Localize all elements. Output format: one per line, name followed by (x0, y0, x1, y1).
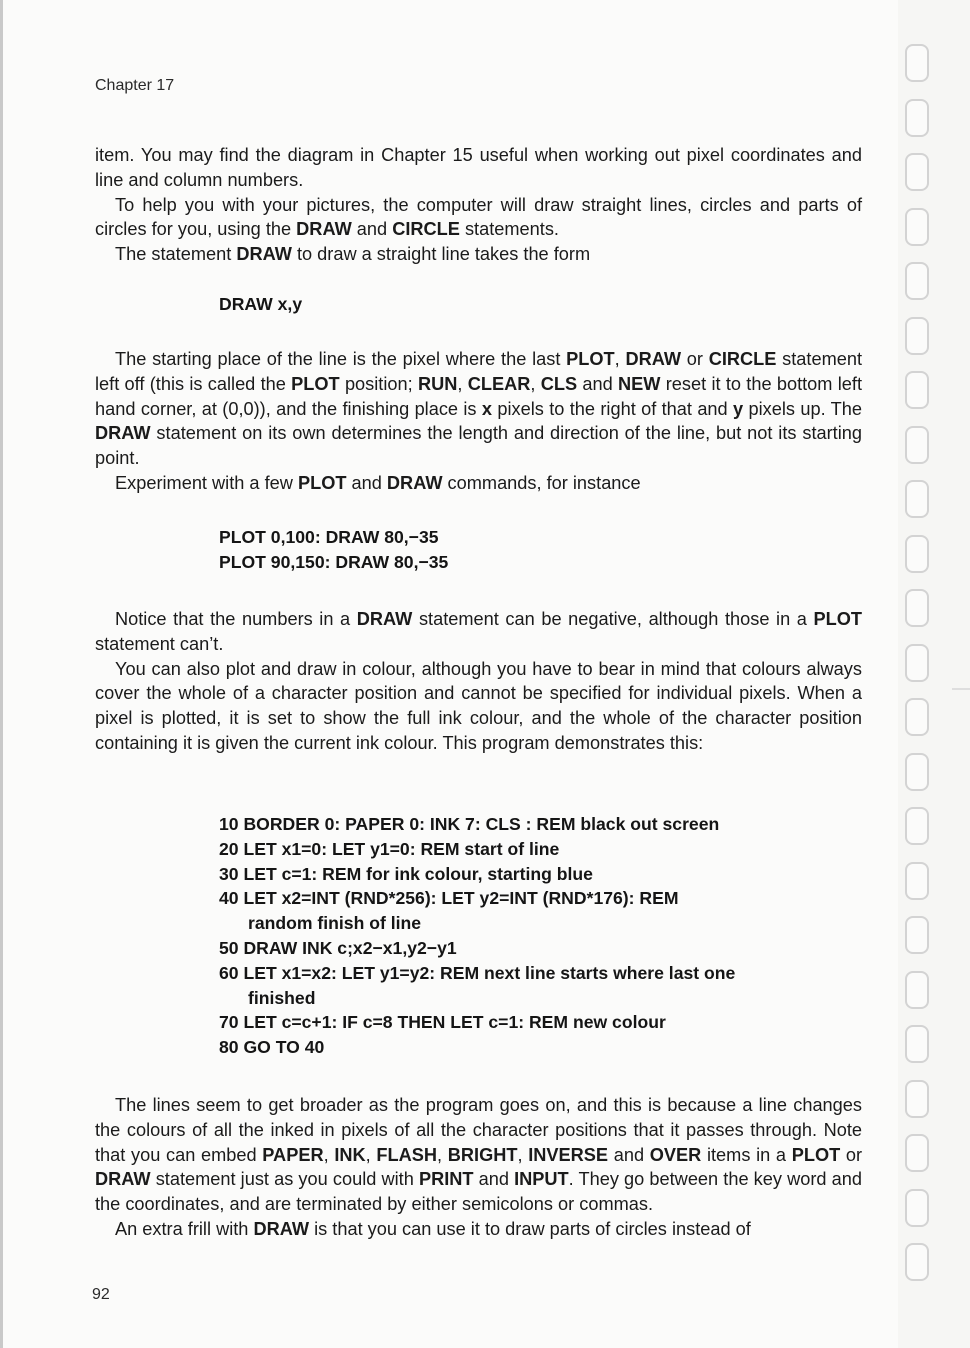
binding-hole (905, 753, 929, 791)
code-line: PLOT 90,150: DRAW 80,−35 (219, 551, 449, 572)
text-block-colour (95, 607, 862, 756)
program-line-60: 60 LET x1=x2: LET y1=y2: REM next line starts where last one (219, 962, 736, 983)
binding-hole (905, 99, 929, 137)
binding-hole (905, 862, 929, 900)
binding-hole (905, 1189, 929, 1227)
program-line-30: 30 LET c=1: REM for ink colour, starting blue (219, 863, 593, 884)
paragraph-negative: Notice that the numbers in a DRAW statement can be negative, although those in a PLOT statement can’t. (95, 609, 862, 654)
running-head: Chapter 17 (95, 77, 175, 94)
binding-hole (905, 1080, 929, 1118)
page-edge (0, 0, 3, 1348)
program-line-40: 40 LET x2=INT (RND*256): LET y2=INT (RND*176): REM (219, 888, 679, 909)
paragraph-experiment: Experiment with a few PLOT and DRAW commands, for instance (115, 472, 641, 493)
binding-hole (905, 698, 929, 736)
binding-hole (905, 153, 929, 191)
paragraph-item: item. You may find the diagram in Chapter 15 useful when working out pixel coordinates and line and column numbers. (95, 145, 862, 190)
binding-hole (905, 807, 929, 845)
binding-hole (905, 916, 929, 954)
binding-hole (905, 426, 929, 464)
binding-hole (905, 317, 929, 355)
binding-hole (905, 44, 929, 82)
paragraph-colour: You can also plot and draw in colour, although you have to bear in mind that colours always cover the whole of a character position and cannot be specified for individual pixels. When a pixel is plotted, it is set to show the full ink colour, and the whole of the character position containing it is given the current ink colour. This program demonstrates this: (95, 658, 862, 753)
program-line-50: 50 DRAW INK c;x2−x1,y2−y1 (219, 937, 457, 958)
binding-hole (905, 1243, 929, 1281)
binding-hole (905, 1025, 929, 1063)
code-line: PLOT 0,100: DRAW 80,−35 (219, 527, 439, 547)
binding-hole (905, 262, 929, 300)
paragraph-broader: The lines seem to get broader as the program goes on, and this is because a line changes the colours of all the inked in pixels of all the character positions that it passes through. Note that you can embed PAPER, INK, FLASH, BRIGHT, INVERSE and OVER items in a PLOT or DRAW statement just as you could with PRINT and INPUT. They go between the key word and the coordinates, and are terminated by either semicolons or commas. (95, 1095, 863, 1215)
binding-hole (905, 589, 929, 627)
binding-hole (905, 644, 929, 682)
program-line-70: 70 LET c=c+1: IF c=8 THEN LET c=1: REM new colour (219, 1012, 666, 1033)
program-line-40-cont: random finish of line (248, 913, 422, 934)
paragraph-starting-place: The starting place of the line is the pixel where the last PLOT, DRAW or CIRCLE statement left off (this is called the PLOT position; RUN, CLEAR, CLS and NEW reset it to the bottom left hand corner, at (0,0)), and the finishing place is x pixels to the right of that and y pixels up. The DRAW statement on its own determines the length and direction of the line, but not its starting point. (95, 349, 863, 469)
binding-hole (905, 1134, 929, 1172)
text-block-starting-place (95, 347, 862, 496)
paragraph-extra-frill: An extra frill with DRAW is that you can use it to draw parts of circles instead of (115, 1218, 751, 1239)
binding-hole (905, 971, 929, 1009)
binding-hole (905, 371, 929, 409)
text-block-broader (95, 1093, 862, 1242)
draw-form (219, 292, 859, 317)
program-line-20: 20 LET x1=0: LET y1=0: REM start of line (219, 838, 560, 859)
paragraph-statement: The statement DRAW to draw a straight line takes the form (115, 244, 591, 265)
page-number: 92 (92, 1286, 110, 1303)
code-line: DRAW x,y (219, 294, 303, 314)
text-block-intro (95, 143, 862, 267)
example-commands (219, 525, 859, 575)
binding-hole (905, 535, 929, 573)
binding-hole (905, 480, 929, 518)
edge-mark (952, 688, 970, 690)
program-line-60-cont: finished (248, 987, 316, 1008)
binding-hole (905, 208, 929, 246)
paragraph-help: To help you with your pictures, the computer will draw straight lines, circles and parts of circles for you, using the DRAW and CIRCLE statements. (95, 194, 862, 240)
program-listing (219, 812, 859, 1060)
program-line-10: 10 BORDER 0: PAPER 0: INK 7: CLS : REM black out screen (219, 814, 720, 834)
program-line-80: 80 GO TO 40 (219, 1037, 325, 1058)
